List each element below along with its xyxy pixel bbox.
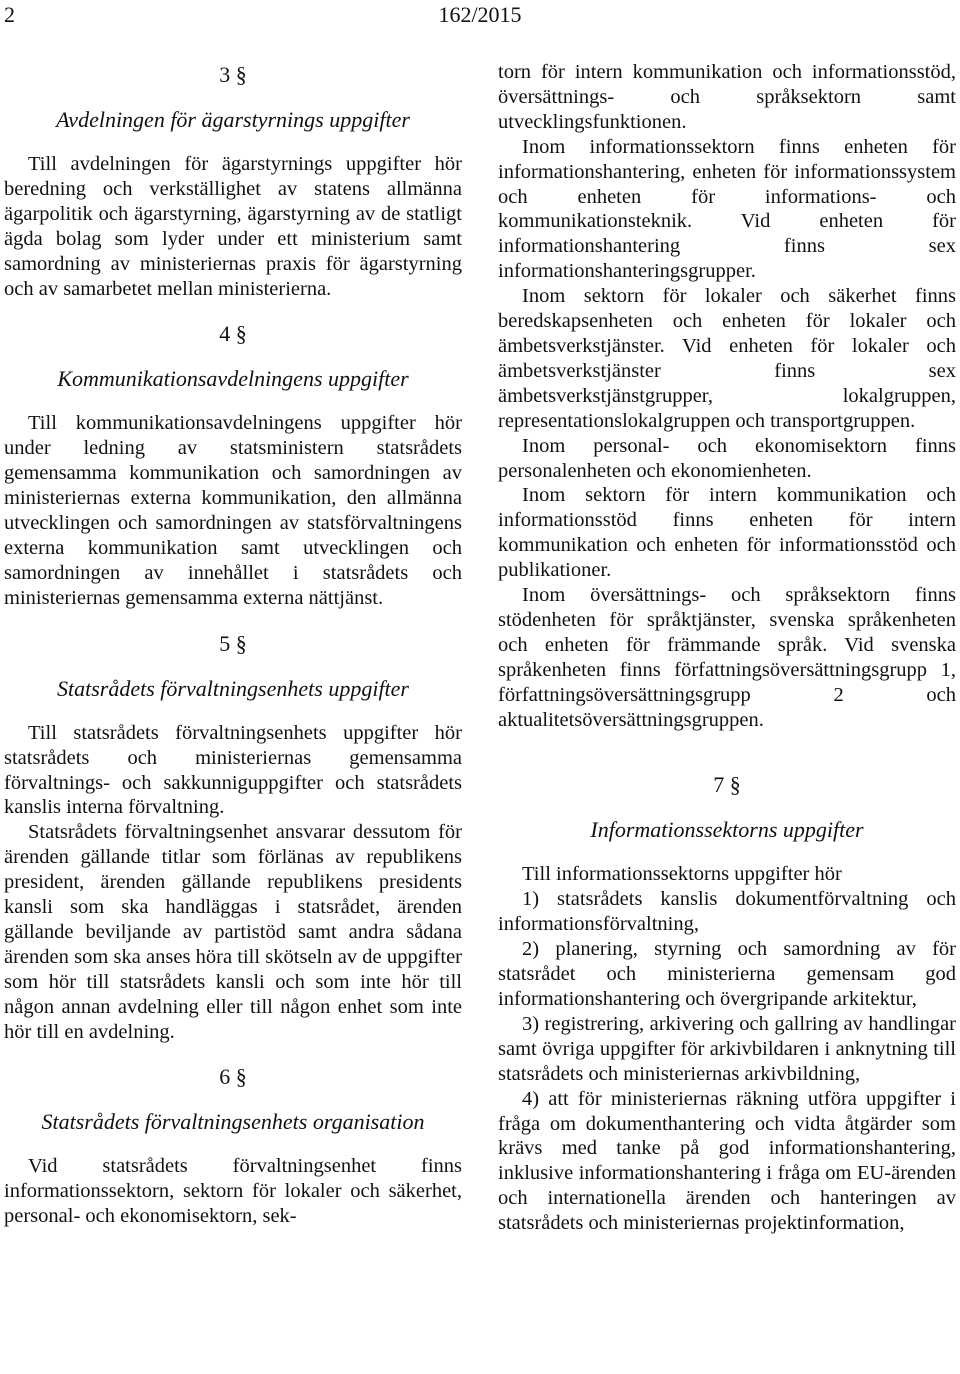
continuation-paragraph-3: Inom sektorn för lokaler och säkerhet finns beredskapsenheten och enheten för lokaler och ämbetsverkstjänster. Vid enheten för lokaler och ämbetsverkstjänster finns sex ämbetsverkstjänstgrupper, lokalgruppen, representationslokalgruppen och transportgruppen. <box>498 285 956 432</box>
page-number: 2 <box>4 2 15 27</box>
section-6-heading: Statsrådets förvaltningsenhets organisation <box>41 1109 425 1135</box>
document-reference: 162/2015 <box>438 2 522 27</box>
section-5-heading: Statsrådets förvaltningsenhets uppgifter <box>57 675 409 701</box>
section-7-number: 7 § <box>713 772 741 798</box>
continuation-paragraph-2: Inom informationssektorn finns enheten för informationshantering, enheten för informationssystem och enheten för informations- och kommunikationsteknik. Vid enheten för informationshantering finns sex informationshanteringsgrupper. <box>498 135 956 283</box>
section-5-paragraph-2: Statsrådets förvaltningsenhet ansvarar dessutom för ärenden gällande titlar som förlänas av republikens president, ärenden gällande republikens presidents kansli som ska handläggas i statsrådet, ärenden gällande beviljande av partistöd samt andra sådana ärenden som ska anses höra till skötseln av de uppgifter som hör till statsrådets kansli och som inte hör till någon annan avdelning eller till någon enhet som inte hör till en avdelning. <box>4 821 462 1043</box>
continuation-paragraph-5: Inom sektorn för intern kommunikation och informationsstöd finns enheten för intern kommunikation och enheten för informationsstöd och publikationer. <box>498 484 956 582</box>
section-3-number: 3 § <box>219 62 247 87</box>
right-column <box>498 60 956 1236</box>
continuation-paragraph-6: Inom översättnings- och språksektorn finns stödenheten för språktjänster, svenska språkenheten och enheten för främmande språk. Vid svenska språkenheten finns författningsöversättningsgrupp 1, författningsöversättningsgrupp 2 och aktualitetsöversättningsgruppen. <box>498 584 956 731</box>
section-7-item-1: 1) statsrådets kanslis dokumentförvaltning och informationsförvaltning, <box>498 888 956 936</box>
section-7-item-4: 4) att för ministeriernas räkning utföra uppgifter i fråga om dokumenthantering och vidta åtgärder som krävs med tanke på god informationshantering, inklusive informationshantering i fråga om EU-ärenden och internationella ärenden och hanteringen av statsrådets och ministeriernas projektinformation, <box>498 1087 956 1235</box>
section-6-paragraph: Vid statsrådets förvaltningsenhet finns informationssektorn, sektorn för lokaler och säkerhet, personal- och ekonomisektorn, sek- <box>4 1155 462 1228</box>
continuation-paragraph-1: torn för intern kommunikation och informationsstöd, översättnings- och språksektorn samt utvecklingsfunktionen. <box>498 61 956 133</box>
section-7-heading: Informationssektorns uppgifter <box>590 817 864 843</box>
section-6-number: 6 § <box>219 1064 247 1090</box>
section-3-paragraph: Till avdelningen för ägarstyrnings uppgifter hör beredning och verkställighet av statens allmänna ägarpolitik och ägarstyrning, ägarstyrning av de statligt ägda bolag som lyder under ett ministerium samt samordning av ministeriernas praxis för ägarstyrning och av samarbetet mellan ministerierna. <box>4 153 462 300</box>
section-3-heading: Avdelningen för ägarstyrnings uppgifter <box>56 107 410 132</box>
section-7-item-3: 3) registrering, arkivering och gallring av handlingar samt övriga uppgifter för arkivbildaren i anknytning till statsrådets och ministeriernas arkivbildning, <box>498 1012 956 1085</box>
section-7-item-2: 2) planering, styrning och samordning av för statsrådet och ministerierna gemensam god informationshantering och övergripande arkitektur, <box>498 938 956 1010</box>
section-7-intro: Till informationssektorns uppgifter hör <box>522 863 842 886</box>
section-4-number: 4 § <box>219 321 247 347</box>
section-4-paragraph: Till kommunikationsavdelningens uppgifter hör under ledning av statsministern statsrådets gemensamma kommunikation och samordningen av ministeriernas externa kommunikation, den allmänna utvecklingen och samordningen av statsförvaltningens externa kommunikation samt utvecklingen och samordningen av innehållet i statsrådets och ministeriernas gemensamma externa nättjänst. <box>4 412 462 609</box>
left-column <box>4 60 462 1229</box>
section-4-heading: Kommunikationsavdelningens uppgifter <box>57 366 409 392</box>
continuation-paragraph-4: Inom personal- och ekonomisektorn finns personalenheten och ekonomienheten. <box>498 434 956 482</box>
section-5-paragraph-1: Till statsrådets förvaltningsenhets uppgifter hör statsrådets och ministeriernas gemensamma förvaltnings- och sakkunniguppgifter och statsrådets kanslis interna förvaltning. <box>4 721 462 819</box>
section-5-number: 5 § <box>219 630 247 656</box>
